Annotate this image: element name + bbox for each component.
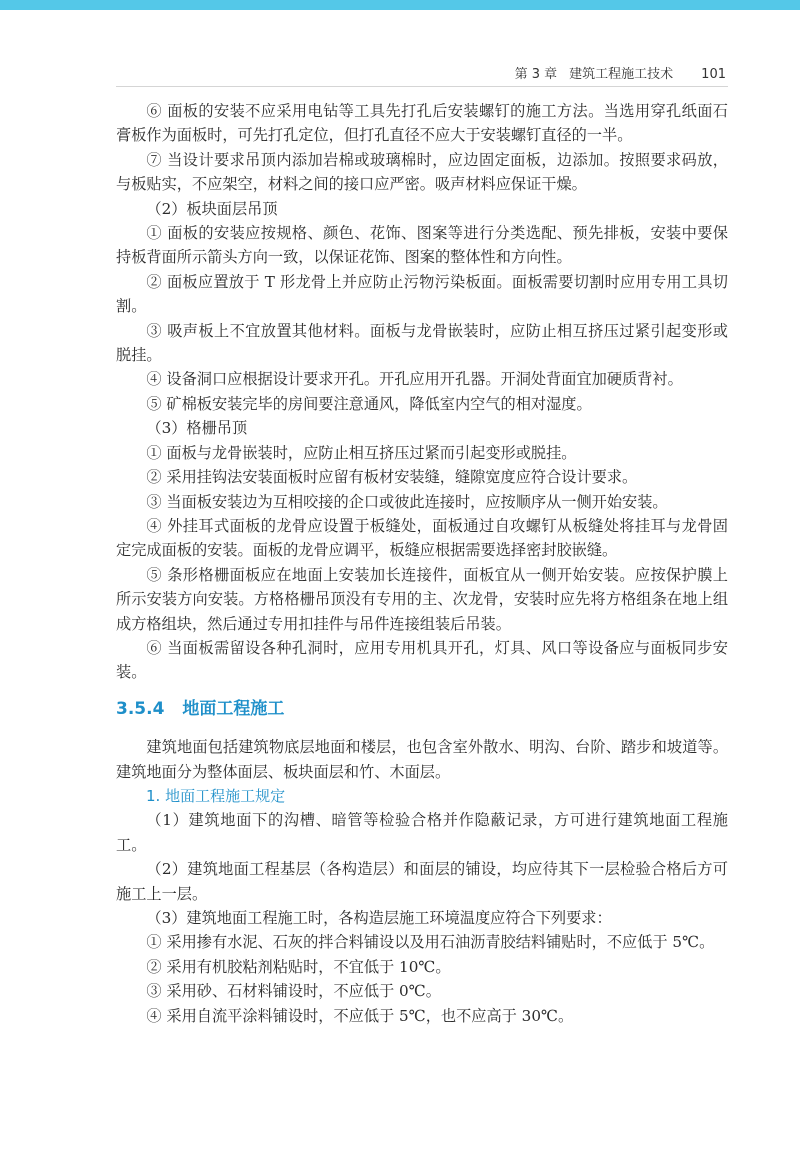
paragraph: ③ 当面板安装边为互相咬接的企口或彼此连接时，应按顺序从一侧开始安装。 [146, 492, 668, 511]
paragraph: （3）格栅吊顶 [146, 419, 248, 438]
running-header [515, 63, 726, 82]
subsection-heading: 1. 地面工程施工规定 [146, 786, 286, 805]
chapter-label: 第 3 章 [514, 67, 558, 82]
paragraph: ④ 外挂耳式面板的龙骨应设置于板缝处，面板通过自攻螺钉从板缝处将挂耳与龙骨固定完成面板的安装。面板的龙骨应调平，板缝应根据需要选择密封胶嵌缝。 [116, 516, 728, 560]
paragraph: （2）板块面层吊顶 [146, 199, 278, 218]
paragraph: ⑥ 面板的安装不应采用电钻等工具先打孔后安装螺钉的施工方法。当选用穿孔纸面石膏板作为面板时，可先打孔定位，但打孔直径不应大于安装螺钉直径的一半。 [116, 102, 728, 145]
paragraph: ① 面板的安装应按规格、颜色、花饰、图案等进行分类选配、预先排板，安装中要保持板背面所示箭头方向一致，以保证花饰、图案的整体性和方向性。 [116, 224, 728, 267]
intro-paragraph: 建筑地面包括建筑物底层地面和楼层，也包含室外散水、明沟、台阶、踏步和坡道等。建筑地面分为整体面层、板块面层和竹、木面层。 [116, 738, 728, 781]
paragraph: （2）建筑地面工程基层（各构造层）和面层的铺设，均应待其下一层检验合格后方可施工上一层。 [116, 860, 728, 903]
page-body [116, 99, 728, 1028]
paragraph: ③ 采用砂、石材料铺设时，不应低于 0℃。 [146, 982, 441, 1001]
section-number: 3.5.4 [116, 698, 165, 719]
page-number: 101 [701, 67, 726, 82]
paragraph: ⑤ 矿棉板安装完毕的房间要注意通风，降低室内空气的相对湿度。 [146, 394, 592, 413]
paragraph: ① 面板与龙骨嵌装时，应防止相互挤压过紧而引起变形或脱挂。 [146, 443, 577, 462]
paragraph: ④ 设备洞口应根据设计要求开孔。开孔应用开孔器。开洞处背面宜加硬质背衬。 [146, 370, 683, 389]
chapter-title: 建筑工程施工技术 [569, 67, 674, 82]
paragraph: ⑤ 条形格栅面板应在地面上安装加长连接件，面板宜从一侧开始安装。应按保护膜上所示安装方向安装。方格格栅吊顶没有专用的主、次龙骨，安装时应先将方格组条在地上组成方格组块，然后通过专用扣挂件与吊件连接组装后吊装。 [116, 565, 728, 633]
paragraph: ② 面板应置放于 T 形龙骨上并应防止污物污染板面。面板需要切割时应用专用工具切割。 [116, 272, 728, 316]
paragraph: ⑦ 当设计要求吊顶内添加岩棉或玻璃棉时，应边固定面板，边添加。按照要求码放，与板贴实，不应架空，材料之间的接口应严密。吸声材料应保证干燥。 [116, 150, 728, 194]
paragraph: ④ 采用自流平涂料铺设时，不应低于 5℃，也不应高于 30℃。 [146, 1006, 574, 1025]
paragraph: ② 采用有机胶粘剂粘贴时，不宜低于 10℃。 [146, 957, 451, 976]
paragraph: ③ 吸声板上不宜放置其他材料。面板与龙骨嵌装时，应防止相互挤压过紧引起变形或脱挂。 [116, 321, 728, 365]
paragraph: ⑥ 当面板需留设各种孔洞时，应用专用机具开孔，灯具、风口等设备应与面板同步安装。 [116, 638, 728, 682]
paragraph: （1）建筑地面下的沟槽、暗管等检验合格并作隐蔽记录，方可进行建筑地面工程施工。 [116, 811, 728, 854]
header-rule [116, 86, 728, 87]
paragraph: ② 采用挂钩法安装面板时应留有板材安装缝，缝隙宽度应符合设计要求。 [146, 468, 638, 487]
section-heading [116, 697, 728, 721]
paragraph: ① 采用掺有水泥、石灰的拌合料铺设以及用石油沥青胶结料铺贴时，不应低于 5℃。 [146, 933, 715, 952]
top-color-bar [0, 0, 800, 10]
section-title: 地面工程施工 [182, 698, 285, 719]
paragraph: （3）建筑地面工程施工时，各构造层施工环境温度应符合下列要求： [146, 909, 612, 927]
